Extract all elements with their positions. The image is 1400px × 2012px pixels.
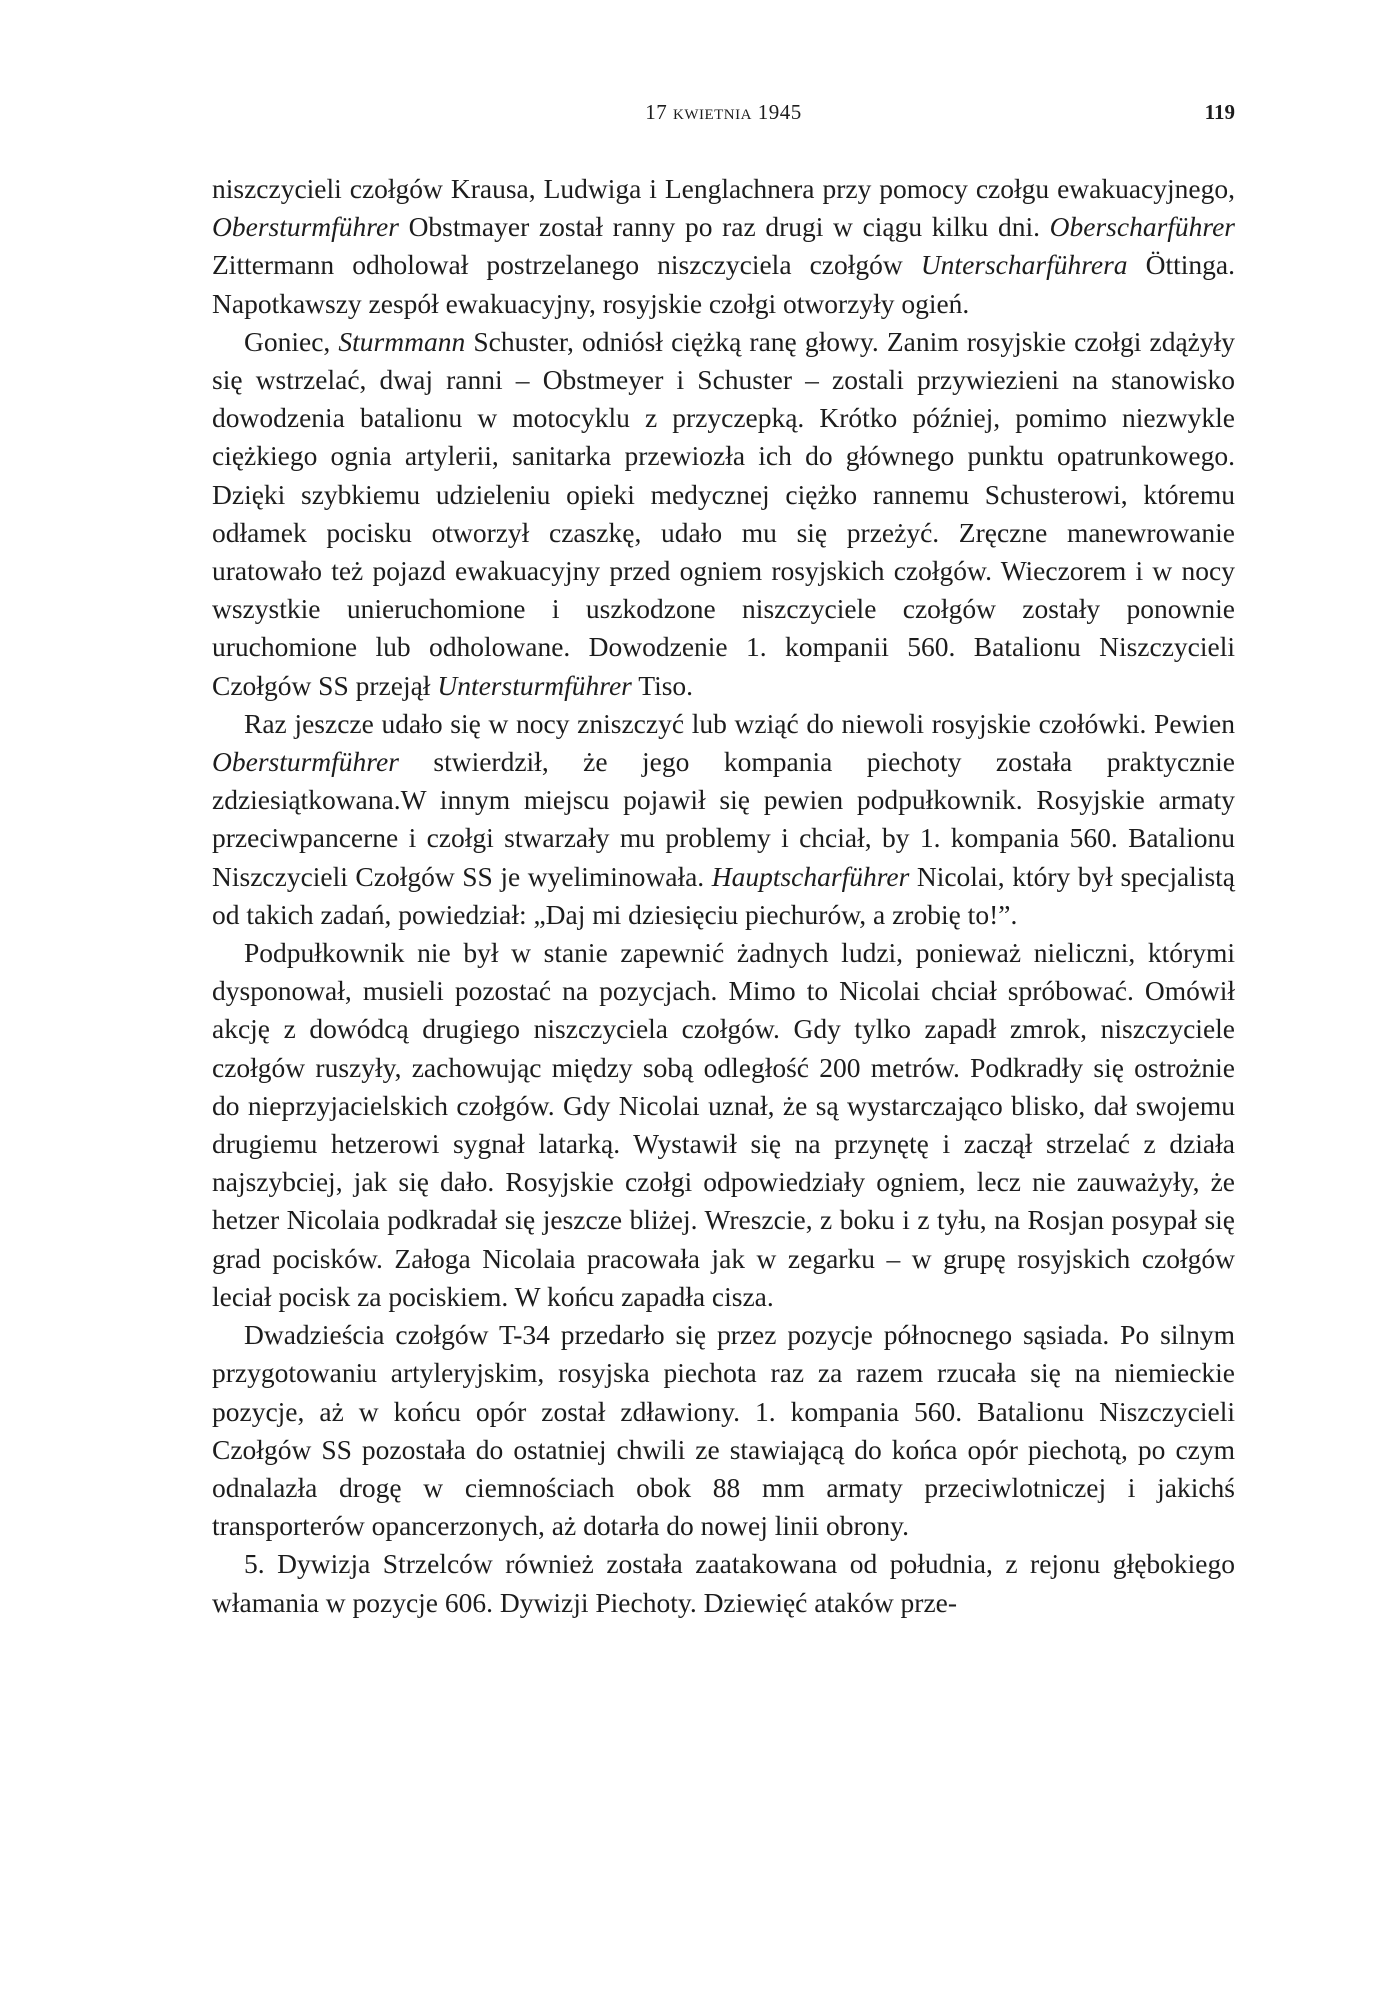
text-run: niszczycieli czołgów Krausa, Ludwiga i Lenglachnera przy pomocy czołgu ewakuacyjnego, bbox=[212, 173, 1235, 204]
paragraph bbox=[212, 1545, 1235, 1621]
text-run: stwierdził, że jego kompania piechoty została praktycznie zdziesiątkowana.W innym miejscu pojawił się pewien podpułkownik. Rosyjskie armaty przeciwpancerne i czołgi stwarzały mu problemy i chciał, by 1. kompania 560. Batalionu Niszczycieli Czołgów SS je wyeliminowała. bbox=[212, 746, 1235, 892]
text-run: Obstmayer został ranny po raz drugi w ciągu kilku dni. bbox=[398, 211, 1050, 243]
running-title-month: kwietnia bbox=[673, 100, 752, 124]
text-run: Schuster, odniósł ciężką ranę głowy. Zanim rosyjskie czołgi zdążyły się wstrzelać, dwaj ranni – Obstmeyer i Schuster – zostali przywiezieni na stanowisko dowodzenia batalionu w motocyklu z przyczepką. Krótko później, pomimo niezwykle ciężkiego ognia artylerii, sanitarka przewiozła ich do głównego punktu opatrunkowego. Dzięki szybkiemu udzieleniu opieki medycznej ciężko rannemu Schusterowi, któremu odłamek pocisku otworzył czaszkę, udało mu się przeżyć. Zręczne manewrowanie uratowało też pojazd ewakuacyjny przed ogniem rosyjskich czołgów. Wieczorem i w nocy wszystkie unieruchomione i uszkodzone niszczyciele czołgów zostały ponownie uruchomione lub odholowane. Dowodzenie 1. kompanii 560. Batalionu Niszczycieli Czołgów SS przejął bbox=[212, 325, 1235, 701]
paragraph bbox=[212, 170, 1235, 323]
page-number: 119 bbox=[1204, 100, 1235, 124]
text-run: Öttinga. Napotkawszy zespół ewakuacyjny, rosyjskie czołgi otworzyły ogień. bbox=[212, 249, 1235, 319]
italic-term: Untersturmführer bbox=[437, 669, 632, 701]
running-head bbox=[212, 96, 1235, 136]
text-run: Raz jeszcze udało się w nocy zniszczyć lub wziąć do niewoli rosyjskie czołówki. Pewien bbox=[244, 707, 1235, 739]
body-text bbox=[212, 170, 1235, 1622]
running-title-year: 1945 bbox=[757, 100, 802, 124]
text-run: 5. Dywizja Strzelców również została zaatakowana od południa, z rejonu głębokiego włamania w pozycje 606. Dywizji Piechoty. Dziewięć ataków prze- bbox=[212, 1548, 1235, 1618]
text-run: Zittermann odholował postrzelanego niszczyciela czołgów bbox=[212, 249, 921, 281]
italic-term: Hauptscharführer bbox=[711, 860, 910, 892]
paragraph bbox=[212, 1316, 1235, 1545]
italic-term: Oberscharführer bbox=[1049, 211, 1235, 243]
paragraph bbox=[212, 934, 1235, 1316]
italic-term: Unterscharführera bbox=[920, 249, 1128, 281]
paragraph bbox=[212, 705, 1235, 934]
italic-term: Obersturmführer bbox=[212, 211, 399, 243]
running-title bbox=[212, 100, 1235, 125]
book-page bbox=[212, 96, 1235, 1622]
text-run: Dwadzieścia czołgów T-34 przedarło się przez pozycje północnego sąsiada. Po silnym przygotowaniu artyleryjskim, rosyjska piechota raz za razem rzucała się na niemieckie pozycje, aż w końcu opór został zdławiony. 1. kompania 560. Batalionu Niszczycieli Czołgów SS pozostała do ostatniej chwili ze stawiającą do końca opór piechotą, po czym odnalazła drogę w ciemnościach obok 88 mm armaty przeciwlotniczej i jakichś transporterów opancerzonych, aż dotarła do nowej linii obrony. bbox=[212, 1319, 1235, 1542]
italic-term: Obersturmführer bbox=[212, 746, 399, 778]
running-title-day: 17 bbox=[645, 100, 668, 124]
text-run: Goniec, bbox=[244, 325, 339, 357]
text-run: Nicolai, który był specjalistą od takich zadań, powiedział: „Daj mi dziesięciu piechurów, a zrobię to!”. bbox=[212, 860, 1235, 930]
italic-term: Sturmmann bbox=[338, 325, 466, 357]
text-run: Tiso. bbox=[631, 669, 694, 701]
paragraph bbox=[212, 323, 1235, 705]
text-run: Podpułkownik nie był w stanie zapewnić żadnych ludzi, ponieważ nieliczni, którymi dysponował, musieli pozostać na pozycjach. Mimo to Nicolai chciał spróbować. Omówił akcję z dowódcą drugiego niszczyciela czołgów. Gdy tylko zapadł zmrok, niszczyciele czołgów ruszyły, zachowując między sobą odległość 200 metrów. Podkradły się ostrożnie do nieprzyjacielskich czołgów. Gdy Nicolai uznał, że są wystarczająco blisko, dał swojemu drugiemu hetzerowi sygnał latarką. Wystawił się na przynętę i zaczął strzelać z działa najszybciej, jak się dało. Rosyjskie czołgi odpowiedziały ogniem, lecz nie zauważyły, że hetzer Nicolaia podkradał się jeszcze bliżej. Wreszcie, z boku i z tyłu, na Rosjan posypał się grad pocisków. Załoga Nicolaia pracowała jak w zegarku – w grupę rosyjskich czołgów leciał pocisk za pociskiem. W końcu zapadła cisza. bbox=[212, 937, 1235, 1312]
